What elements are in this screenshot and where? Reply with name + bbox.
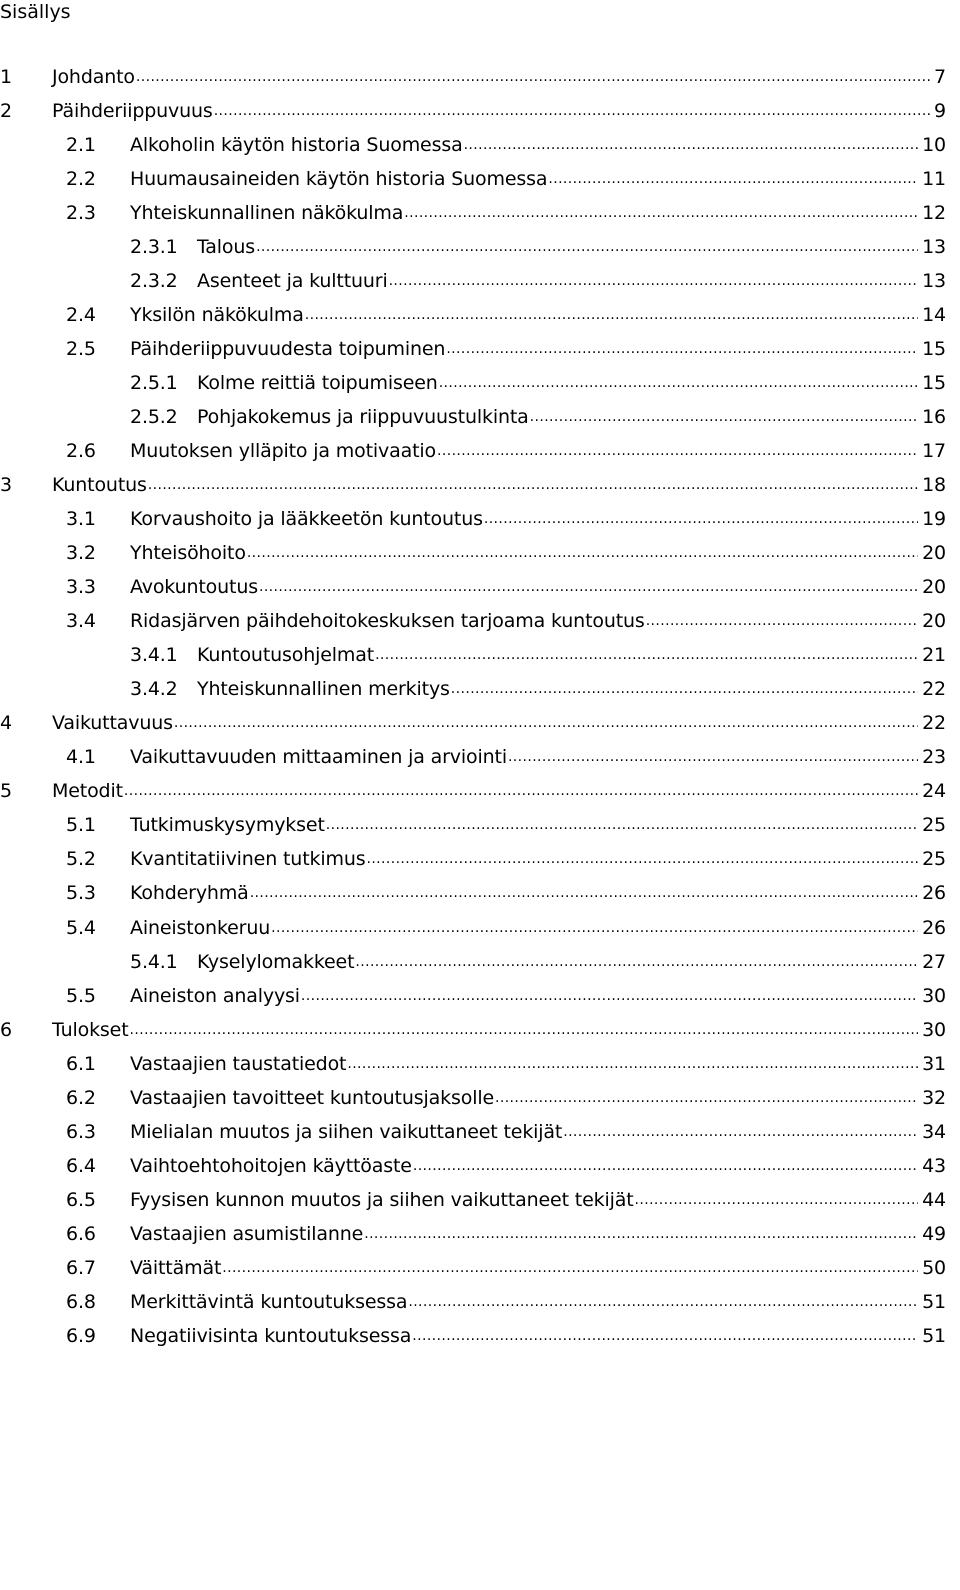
- dot-leader: [562, 1117, 918, 1147]
- toc-entry[interactable]: [0, 1219, 960, 1249]
- toc-entry-page-number[interactable]: 30: [918, 1019, 946, 1041]
- toc-entry-number: 2.4: [66, 304, 96, 326]
- toc-entry-title[interactable]: Asenteet ja kulttuuri: [197, 270, 388, 292]
- dot-leader: [407, 1287, 918, 1317]
- toc-entry-line: [130, 1151, 946, 1181]
- toc-entry-title[interactable]: Johdanto: [52, 66, 135, 88]
- toc-entry-line: [130, 1253, 946, 1283]
- toc-entry-page-number[interactable]: 12: [918, 202, 946, 224]
- toc-entry[interactable]: [0, 708, 960, 738]
- toc-heading: Sisällys: [0, 1, 71, 23]
- toc-entry-number: 2.3.2: [130, 270, 178, 292]
- toc-entry-line: [130, 878, 946, 908]
- toc-entry-number: 2: [0, 100, 12, 122]
- toc-entry-line: [130, 1287, 946, 1317]
- toc-entry-number: 2.6: [66, 440, 96, 462]
- toc-entry-number: 3.3: [66, 576, 96, 598]
- dot-leader: [147, 470, 918, 500]
- toc-entry-page-number[interactable]: 20: [918, 576, 946, 598]
- toc-entry-page-number[interactable]: 50: [918, 1257, 946, 1279]
- toc-entry-line: [130, 198, 946, 228]
- toc-entry-page-number[interactable]: 27: [918, 951, 946, 973]
- toc-entry[interactable]: [0, 913, 960, 943]
- toc-entry[interactable]: [0, 844, 960, 874]
- dot-leader: [123, 776, 918, 806]
- toc-entry-number: 1: [0, 66, 12, 88]
- toc-entry-line: [130, 436, 946, 466]
- toc-entry-number: 2.1: [66, 134, 96, 156]
- toc-entry[interactable]: [0, 878, 960, 908]
- toc-entry-line: [52, 96, 946, 126]
- toc-entry-number: 5.4.1: [130, 951, 178, 973]
- toc-entry-number: 3.4: [66, 610, 96, 632]
- dot-leader: [363, 1219, 918, 1249]
- toc-entry-page-number[interactable]: 23: [918, 746, 946, 768]
- toc-entry-number: 6.2: [66, 1087, 96, 1109]
- toc-entry[interactable]: [0, 334, 960, 364]
- toc-entry[interactable]: [0, 947, 960, 977]
- toc-entry[interactable]: [0, 1321, 960, 1351]
- dot-leader: [354, 947, 918, 977]
- toc-entry-title[interactable]: Kuntoutus: [52, 474, 147, 496]
- dot-leader: [249, 878, 918, 908]
- toc-entry-title[interactable]: Yhteiskunnallinen merkitys: [197, 678, 450, 700]
- dot-leader: [412, 1151, 918, 1181]
- dot-leader: [374, 640, 918, 670]
- toc-entry[interactable]: [0, 538, 960, 568]
- toc-entry-title[interactable]: Kyselylomakkeet: [197, 951, 355, 973]
- toc-entry-page-number[interactable]: 43: [918, 1155, 946, 1177]
- toc-entry-title[interactable]: Yksilön näkökulma: [130, 304, 304, 326]
- dot-leader: [135, 62, 930, 92]
- toc-entry[interactable]: [0, 810, 960, 840]
- toc-entry-number: 2.5.2: [130, 406, 178, 428]
- dot-leader: [483, 504, 918, 534]
- toc-entry-number: 3.4.1: [130, 644, 178, 666]
- toc-entry-title[interactable]: Tulokset: [52, 1019, 129, 1041]
- toc-entry-number: 4.1: [66, 746, 96, 768]
- toc-entry-title[interactable]: Vastaajien tavoitteet kuntoutusjaksolle: [130, 1087, 494, 1109]
- toc-entry[interactable]: [0, 742, 960, 772]
- toc-entry-number: 6.5: [66, 1189, 96, 1211]
- toc-entry-page-number[interactable]: 34: [918, 1121, 946, 1143]
- dot-leader: [645, 606, 918, 636]
- toc-entry-page-number[interactable]: 26: [918, 917, 946, 939]
- toc-entry-number: 3.4.2: [130, 678, 178, 700]
- toc-entry[interactable]: [0, 572, 960, 602]
- toc-entry-page-number[interactable]: 51: [918, 1291, 946, 1313]
- toc-entry-title[interactable]: Väittämät: [130, 1257, 222, 1279]
- toc-entry[interactable]: [0, 1015, 960, 1045]
- toc-entry-page-number[interactable]: 15: [918, 338, 946, 360]
- toc-entry-title[interactable]: Yhteisöhoito: [130, 542, 246, 564]
- toc-entry-line: [130, 164, 946, 194]
- toc-entry-line: [130, 130, 946, 160]
- toc-entry-title[interactable]: Metodit: [52, 780, 123, 802]
- dot-leader: [463, 130, 919, 160]
- toc-entry-line: [130, 606, 946, 636]
- dot-leader: [438, 368, 918, 398]
- dot-leader: [255, 232, 918, 262]
- dot-leader: [507, 742, 918, 772]
- toc-entry-page-number[interactable]: 21: [918, 644, 946, 666]
- toc-entry-page-number[interactable]: 51: [918, 1325, 946, 1347]
- toc-entry-number: 6.8: [66, 1291, 96, 1313]
- dot-leader: [388, 266, 919, 296]
- toc-entry-title[interactable]: Vastaajien taustatiedot: [130, 1053, 347, 1075]
- toc-entry-title[interactable]: Negatiivisinta kuntoutuksessa: [130, 1325, 412, 1347]
- toc-entry[interactable]: [0, 368, 960, 398]
- toc-entry-line: [130, 538, 946, 568]
- toc-entry-title[interactable]: Fyysisen kunnon muutos ja siihen vaikuttaneet tekijät: [130, 1189, 634, 1211]
- toc-entry-title[interactable]: Huumausaineiden käytön historia Suomessa: [130, 168, 548, 190]
- toc-entry-number: 2.3: [66, 202, 96, 224]
- toc-entry-title[interactable]: Vaikuttavuus: [52, 712, 173, 734]
- toc-entry-line: [130, 1049, 946, 1079]
- toc-entry-page-number[interactable]: 13: [918, 270, 946, 292]
- toc-entry-title[interactable]: Päihderiippuvuus: [52, 100, 213, 122]
- toc-entry-page-number[interactable]: 31: [918, 1053, 946, 1075]
- toc-entry-title[interactable]: Ridasjärven päihdehoitokeskuksen tarjoama kuntoutus: [130, 610, 645, 632]
- toc-entry-title[interactable]: Avokuntoutus: [130, 576, 258, 598]
- toc-entry-line: [130, 1219, 946, 1249]
- dot-leader: [270, 913, 918, 943]
- toc-entry-page-number[interactable]: 7: [930, 66, 946, 88]
- toc-entry-page-number[interactable]: 25: [918, 848, 946, 870]
- toc-entry[interactable]: [0, 96, 960, 126]
- toc-entry-title[interactable]: Vastaajien asumistilanne: [130, 1223, 364, 1245]
- toc-entry[interactable]: [0, 402, 960, 432]
- toc-entry-line: [52, 776, 946, 806]
- dot-leader: [547, 164, 918, 194]
- toc-entry-line: [130, 1185, 946, 1215]
- dot-leader: [346, 1049, 918, 1079]
- toc-entry-number: 5: [0, 780, 12, 802]
- toc-entry-line: [197, 232, 946, 262]
- dot-leader: [436, 436, 918, 466]
- toc-entry-page-number[interactable]: 13: [918, 236, 946, 258]
- toc-entry-line: [130, 844, 946, 874]
- toc-entry-title[interactable]: Aineiston analyysi: [130, 985, 300, 1007]
- toc-entry-number: 6: [0, 1019, 12, 1041]
- toc-entry-title[interactable]: Kvantitatiivinen tutkimus: [130, 848, 366, 870]
- toc-entry-title[interactable]: Mielialan muutos ja siihen vaikuttaneet tekijät: [130, 1121, 563, 1143]
- toc-entry[interactable]: [0, 674, 960, 704]
- toc-entry-page-number[interactable]: 9: [930, 100, 946, 122]
- dot-leader: [411, 1321, 918, 1351]
- toc-entry-line: [197, 402, 946, 432]
- toc-entry-number: 3.2: [66, 542, 96, 564]
- toc-entry-number: 5.1: [66, 814, 96, 836]
- dot-leader: [173, 708, 918, 738]
- dot-leader: [221, 1253, 918, 1283]
- toc-entry-title[interactable]: Korvaushoito ja lääkkeetön kuntoutus: [130, 508, 483, 530]
- toc-entry-title[interactable]: Kohderyhmä: [130, 882, 249, 904]
- dot-leader: [300, 981, 918, 1011]
- toc-entry-number: 6.6: [66, 1223, 96, 1245]
- toc-entry-line: [197, 368, 946, 398]
- toc-entry-page-number[interactable]: 49: [918, 1223, 946, 1245]
- toc-entry-line: [130, 300, 946, 330]
- toc-entry-page-number[interactable]: 22: [918, 712, 946, 734]
- toc-entry[interactable]: [0, 62, 960, 92]
- toc-entry[interactable]: [0, 232, 960, 262]
- toc-entry-line: [130, 913, 946, 943]
- toc-entry-number: 6.4: [66, 1155, 96, 1177]
- dot-leader: [304, 300, 918, 330]
- toc-entry-page-number[interactable]: 22: [918, 678, 946, 700]
- dot-leader: [403, 198, 918, 228]
- toc-entry-line: [52, 470, 946, 500]
- toc-entry-page-number[interactable]: 15: [918, 372, 946, 394]
- toc-entry-line: [130, 810, 946, 840]
- toc-entry-title[interactable]: Päihderiippuvuudesta toipuminen: [130, 338, 446, 360]
- toc-entry-title[interactable]: Muutoksen ylläpito ja motivaatio: [130, 440, 437, 462]
- toc-entry-number: 6.7: [66, 1257, 96, 1279]
- toc-entry-page-number[interactable]: 19: [918, 508, 946, 530]
- toc-entry[interactable]: [0, 198, 960, 228]
- toc-entry-title[interactable]: Merkittävintä kuntoutuksessa: [130, 1291, 408, 1313]
- dot-leader: [246, 538, 918, 568]
- toc-entry[interactable]: [0, 300, 960, 330]
- toc-entry-page-number[interactable]: 20: [918, 542, 946, 564]
- toc-entry[interactable]: [0, 606, 960, 636]
- toc-entry-page-number[interactable]: 14: [918, 304, 946, 326]
- toc-entry-line: [130, 742, 946, 772]
- toc-entry[interactable]: [0, 1185, 960, 1215]
- dot-leader: [258, 572, 918, 602]
- toc-entry[interactable]: [0, 470, 960, 500]
- toc-entry-title[interactable]: Vaikuttavuuden mittaaminen ja arviointi: [130, 746, 507, 768]
- toc-entry-page-number[interactable]: 30: [918, 985, 946, 1007]
- toc-entry-title[interactable]: Alkoholin käytön historia Suomessa: [130, 134, 463, 156]
- toc-entry-page-number[interactable]: 11: [918, 168, 946, 190]
- toc-entry-page-number[interactable]: 10: [918, 134, 946, 156]
- toc-entry-page-number[interactable]: 32: [918, 1087, 946, 1109]
- toc-entry-number: 5.3: [66, 882, 96, 904]
- toc-entry-line: [52, 708, 946, 738]
- toc-entry-number: 5.2: [66, 848, 96, 870]
- toc-entry-title[interactable]: Kuntoutusohjelmat: [197, 644, 375, 666]
- dot-leader: [450, 674, 918, 704]
- dot-leader: [213, 96, 930, 126]
- toc-entry-page-number[interactable]: 18: [918, 474, 946, 496]
- toc-entry-number: 6.1: [66, 1053, 96, 1075]
- dot-leader: [529, 402, 918, 432]
- toc-entry-title[interactable]: Aineistonkeruu: [130, 917, 271, 939]
- toc-entry-page-number[interactable]: 25: [918, 814, 946, 836]
- toc-entry-title[interactable]: Kolme reittiä toipumiseen: [197, 372, 438, 394]
- toc-entry-line: [130, 334, 946, 364]
- dot-leader: [634, 1185, 919, 1215]
- toc-entry-number: 5.4: [66, 917, 96, 939]
- toc-entry-line: [197, 947, 946, 977]
- toc-entry-line: [197, 266, 946, 296]
- toc-entry-number: 2.5: [66, 338, 96, 360]
- toc-entry[interactable]: [0, 640, 960, 670]
- toc-entry-number: 3.1: [66, 508, 96, 530]
- toc-entry[interactable]: [0, 1083, 960, 1113]
- toc-entry-title[interactable]: Yhteiskunnallinen näkökulma: [130, 202, 404, 224]
- toc-entry-line: [130, 572, 946, 602]
- dot-leader: [445, 334, 918, 364]
- toc-entry-title[interactable]: Talous: [197, 236, 256, 258]
- toc-entry-line: [130, 1117, 946, 1147]
- toc-entry-title[interactable]: Tutkimuskysymykset: [130, 814, 325, 836]
- toc-entry-line: [197, 674, 946, 704]
- dot-leader: [494, 1083, 918, 1113]
- toc-entry[interactable]: [0, 164, 960, 194]
- toc-entry-page-number[interactable]: 17: [918, 440, 946, 462]
- toc-entry-page-number[interactable]: 20: [918, 610, 946, 632]
- toc-entry-line: [197, 640, 946, 670]
- toc-entry-number: 6.9: [66, 1325, 96, 1347]
- toc-entry-number: 2.3.1: [130, 236, 178, 258]
- toc-entry[interactable]: [0, 981, 960, 1011]
- toc-entry[interactable]: [0, 266, 960, 296]
- toc-entry-page-number[interactable]: 44: [918, 1189, 946, 1211]
- toc-entry-line: [130, 1083, 946, 1113]
- toc-entry[interactable]: [0, 1117, 960, 1147]
- toc-entry-number: 2.5.1: [130, 372, 178, 394]
- toc-entry[interactable]: [0, 436, 960, 466]
- toc-entry-line: [52, 1015, 946, 1045]
- dot-leader: [365, 844, 918, 874]
- toc-entry-title[interactable]: Vaihtoehtohoitojen käyttöaste: [130, 1155, 412, 1177]
- toc-entry[interactable]: [0, 1049, 960, 1079]
- toc-entry-page-number[interactable]: 24: [918, 780, 946, 802]
- toc-entry-page-number[interactable]: 26: [918, 882, 946, 904]
- toc-entry-number: 2.2: [66, 168, 96, 190]
- toc-entry-line: [130, 504, 946, 534]
- toc-entry-page-number[interactable]: 16: [918, 406, 946, 428]
- toc-entry-number: 5.5: [66, 985, 96, 1007]
- toc-entry[interactable]: [0, 1253, 960, 1283]
- toc-entry-line: [52, 62, 946, 92]
- dot-leader: [129, 1015, 919, 1045]
- dot-leader: [325, 810, 918, 840]
- toc-entry-line: [130, 981, 946, 1011]
- toc-entry[interactable]: [0, 1151, 960, 1181]
- toc-entry[interactable]: [0, 1287, 960, 1317]
- toc-entry[interactable]: [0, 130, 960, 160]
- toc-entry-title[interactable]: Pohjakokemus ja riippuvuustulkinta: [197, 406, 529, 428]
- toc-entry-number: 3: [0, 474, 12, 496]
- toc-entry[interactable]: [0, 504, 960, 534]
- toc-entry-line: [130, 1321, 946, 1351]
- toc-entry-number: 4: [0, 712, 12, 734]
- toc-entry-number: 6.3: [66, 1121, 96, 1143]
- toc-entry[interactable]: [0, 776, 960, 806]
